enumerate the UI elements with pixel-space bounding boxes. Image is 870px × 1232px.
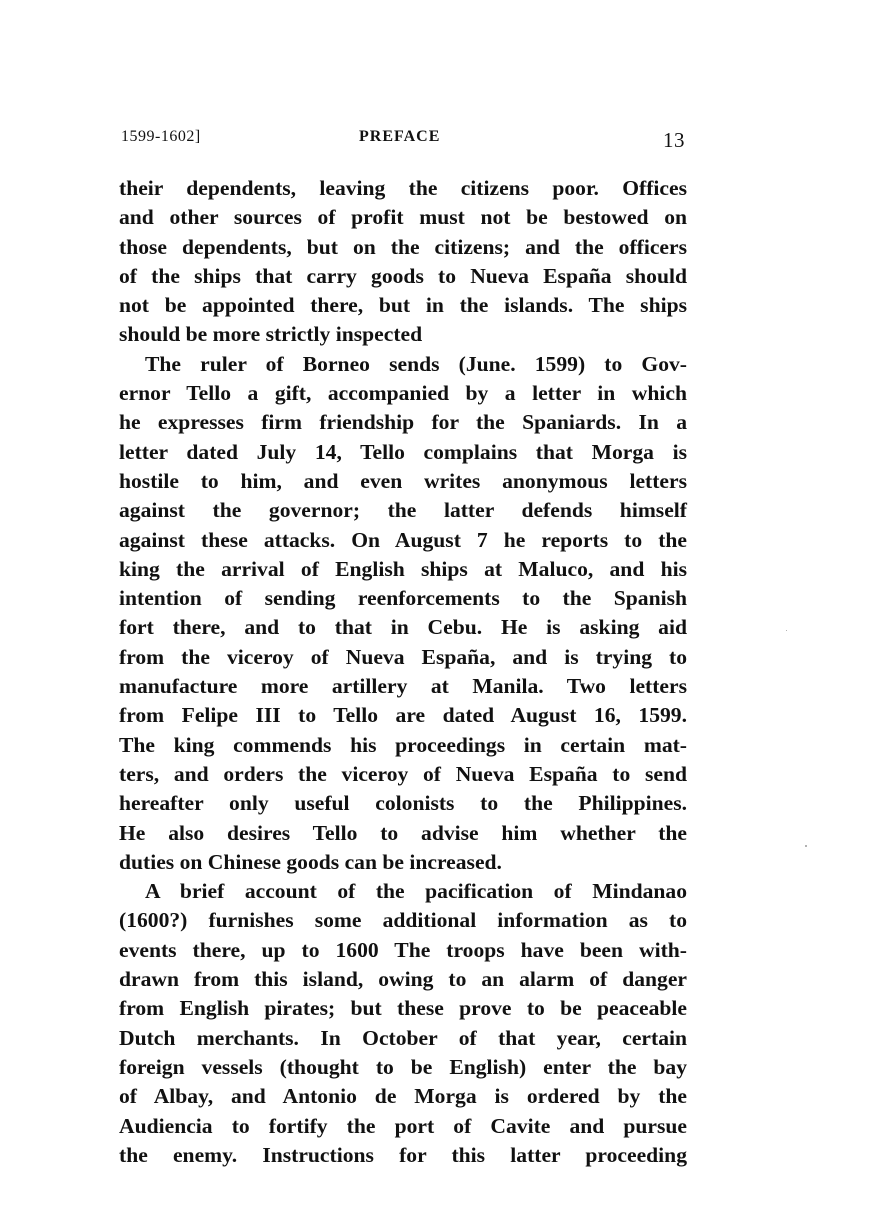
text-line: should be more strictly inspected [119, 322, 423, 347]
text-line: against these attacks. On August 7 he reports to the [119, 527, 687, 552]
text-line: letter dated July 14, Tello complains that Morga is [119, 439, 687, 464]
page-number: 13 [663, 128, 685, 152]
text-line: The ruler of Borneo sends (June. 1599) to Gov- [145, 351, 687, 376]
text-line: their dependents, leaving the citizens poor. Offices [119, 176, 687, 200]
running-head-date-range: 1599-1602] [121, 128, 201, 145]
scan-speck [805, 845, 807, 847]
text-line: The king commends his proceedings in certain mat- [119, 732, 687, 757]
text-line: he expresses firm friendship for the Spaniards. In a [119, 410, 687, 435]
book-page [119, 126, 687, 1170]
text-line: from English pirates; but these prove to be peaceable [119, 996, 687, 1021]
text-line: against the governor; the latter defends himself [119, 498, 687, 523]
text-line: A brief account of the pacification of Mindanao [145, 879, 687, 904]
text-line: the enemy. Instructions for this latter proceeding [119, 1142, 687, 1167]
text-line: of Albay, and Antonio de Morga is ordered by the [119, 1084, 687, 1109]
text-line: manufacture more artillery at Manila. Two letters [119, 674, 687, 699]
text-line: Audiencia to fortify the port of Cavite and pursue [119, 1113, 687, 1138]
text-line: fort there, and to that in Cebu. He is asking aid [119, 615, 687, 640]
text-line: not be appointed there, but in the islands. The ships [119, 293, 687, 318]
text-line: hostile to him, and even writes anonymous letters [119, 468, 687, 493]
running-head-title: PREFACE [359, 128, 441, 145]
text-line: king the arrival of English ships at Maluco, and his [119, 556, 687, 581]
text-line: (1600?) furnishes some additional information as to [119, 908, 687, 933]
text-line: drawn from this island, owing to an alarm of danger [119, 967, 687, 992]
text-line: foreign vessels (thought to be English) enter the bay [119, 1054, 687, 1079]
paragraph-3 [119, 877, 687, 1170]
text-line: intention of sending reenforcements to the Spanish [119, 586, 687, 611]
paragraph-1 [119, 174, 687, 350]
text-line: events there, up to 1600 The troops have been with- [119, 937, 687, 962]
text-line: from the viceroy of Nueva España, and is trying to [119, 644, 687, 669]
text-line: He also desires Tello to advise him whether the [119, 820, 687, 845]
scan-speck [786, 630, 787, 631]
text-line: those dependents, but on the citizens; and the officers [119, 234, 687, 259]
text-line: and other sources of profit must not be bestowed on [119, 205, 687, 230]
text-line: Dutch merchants. In October of that year, certain [119, 1025, 687, 1050]
text-line: duties on Chinese goods can be increased. [119, 849, 502, 874]
text-line: of the ships that carry goods to Nueva España should [119, 263, 687, 288]
text-line: hereafter only useful colonists to the Philippines. [119, 791, 687, 816]
text-line: ters, and orders the viceroy of Nueva España to send [119, 761, 687, 786]
running-head [119, 126, 687, 152]
text-line: ernor Tello a gift, accompanied by a letter in which [119, 381, 687, 406]
text-line: from Felipe III to Tello are dated August 16, 1599. [119, 703, 687, 728]
paragraph-2 [119, 350, 687, 877]
body-text [119, 174, 687, 1170]
